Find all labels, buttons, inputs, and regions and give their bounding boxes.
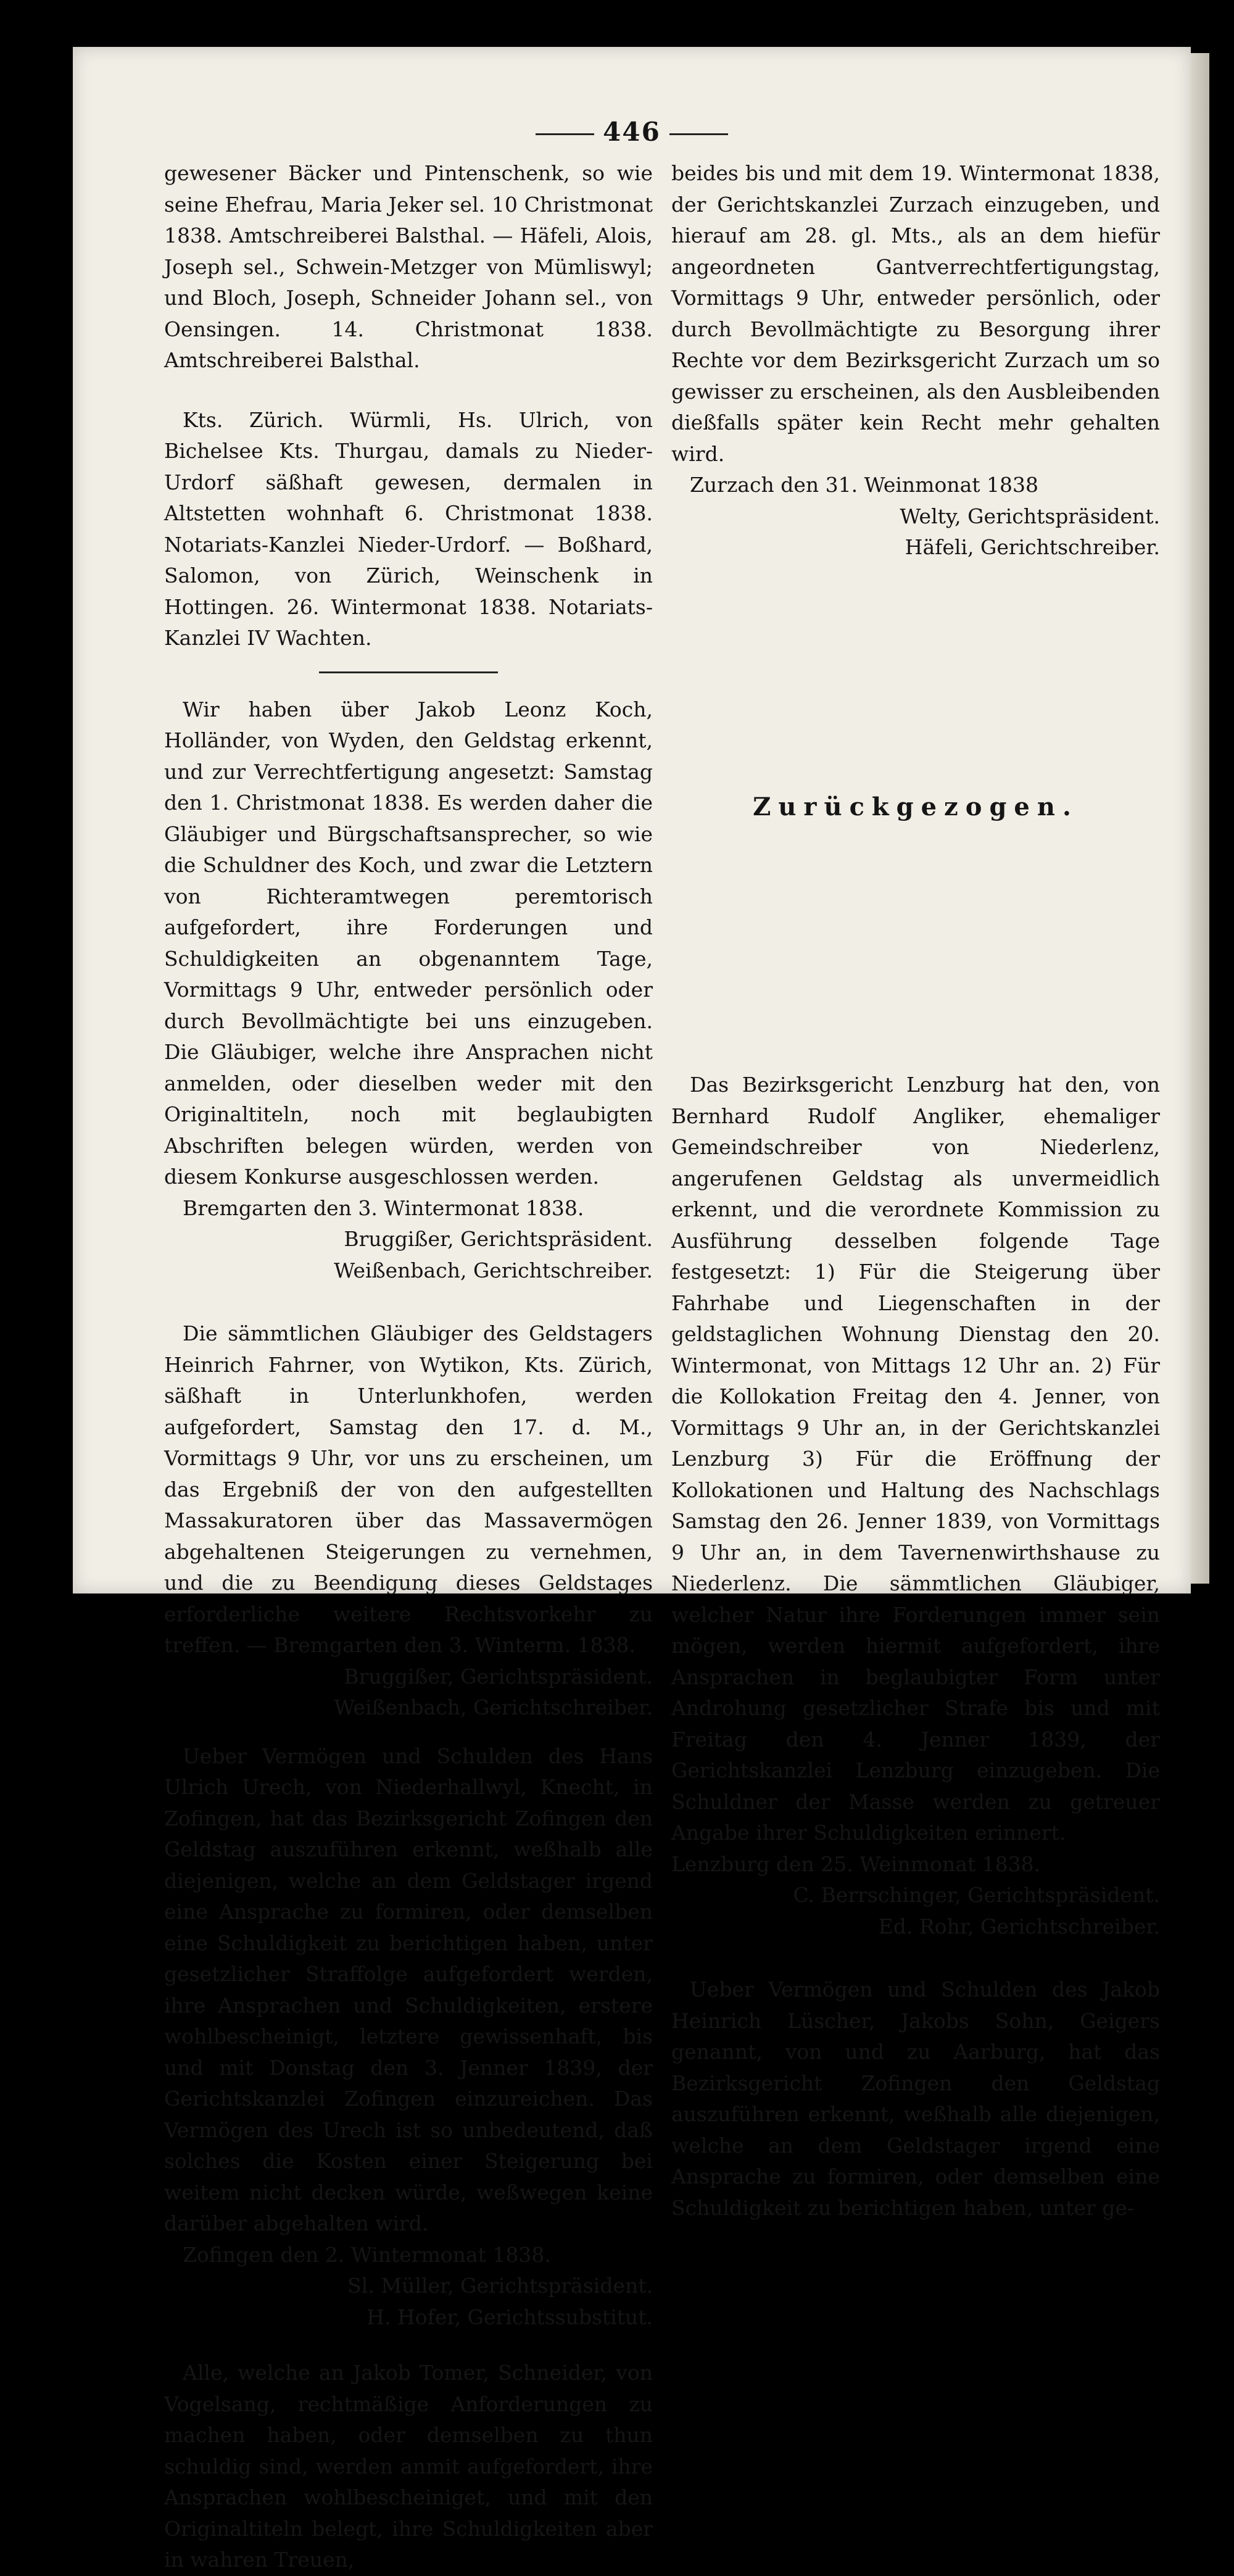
notice-zurzach-signature-2: Häfeli, Gerichtschreiber. [905,535,1160,559]
notice-koch [164,694,653,1287]
withdrawn-heading: Zurückgezogen. [753,792,1079,821]
notice-lenzburg-signature-1: C. Berrschinger, Gerichtspräsident. [793,1883,1160,1907]
notice-urech-date: Zofingen den 2. Wintermonat 1838. [183,2242,551,2267]
notice-fahrner-text: Die sämmtlichen Gläubiger des Geldstagers Heinrich Fahrner, von Wytikon, Kts. Zürich, säßhaft in Unterlunkhofen, werden aufgefordert, Samstag den 17. d. M., Vormittags 9 Uhr, vor uns zu erscheinen, um das Ergebniß der von den aufgestellten Massakuratoren über das Massavermögen abgehaltenen Steigerungen zu vernehmen, und die zu Beendigung dieses Geldstages erforderliche weitere Rechtsvorkehr zu treffen. — Bremgarten den 3. Winterm. 1838. [164,1321,653,1657]
notice-urech [164,1741,653,2333]
notice-lenzburg-signature-2: Ed. Rohr, Gerichtschreiber. [878,1914,1160,1938]
notice-zurzach [671,158,1160,563]
notice-urech-signature-1: Sl. Müller, Gerichtspräsident. [347,2274,653,2298]
right-column [671,158,1160,2224]
header-rule-right [669,133,728,135]
notice-koch-signature-1: Bruggißer, Gerichtspräsident. [344,1227,653,1251]
notice-zurzach-date: Zurzach den 31. Weinmonat 1838 [690,473,1038,497]
notice-koch-date: Bremgarten den 3. Wintermonat 1838. [183,1195,584,1220]
notice-zurzach-signature-1: Welty, Gerichtspräsident. [900,504,1160,528]
notice-balsthal: gewesener Bäcker und Pintenschenk, so wie seine Ehefrau, Maria Jeker sel. 10 Christmonat 1838. Amtschreiberei Balsthal. — Häfeli, Alois, Joseph sel., Schwein-Metzger von Mümliswyl; und Bloch, Joseph, Schneider Johann sel., von Oensingen. 14. Christmonat 1838. Amtschreiberei Balsthal. [164,161,653,372]
left-column [164,158,653,2576]
notice-urech-text: Ueber Vermögen und Schulden des Hans Ulrich Urech, von Niederhallwyl, Knecht, in Zofingen, hat das Bezirksgericht Zofingen den Geldstag auszuführen erkennt, weßhalb alle diejenigen, welche an dem Geldstager irgend eine Ansprache zu formiren, oder demselben eine Schuldigkeit zu berichtigen haben, unter gesetzlicher Straffolge aufgefordert werden, ihre Ansprachen und Schuldigkeiten, erstere wohlbescheinigt, letztere gewissenhaft, bis und mit Donstag den 3. Jenner 1839, der Gerichtskanzlei Zofingen einzureichen. Das Vermögen des Urech ist so unbedeutend, daß solches die Kosten einer Steigerung bei weitem nicht decken würde, weßwegen keine darüber abgehalten wird. [164,1743,653,2235]
notice-tomer: Alle, welche an Jakob Tomer, Schneider, von Vogelsang, rechtmäßige Anforderungen zu machen haben, oder demselben zu thun schuldig sind, werden anmit aufgefordert, ihre Ansprachen wohlbescheiniget, und mit den Originaltiteln belegt, ihre Schuldigkeiten aber in wahren Treuen, [164,2361,653,2572]
notice-lenzburg-text: Das Bezirksgericht Lenzburg hat den, von Bernhard Rudolf Angliker, ehemaliger Gemeindschreiber von Niederlenz, angerufenen Geldstag als unvermeidlich erkennt, und die verordnete Kommission zu Ausführung desselben folgende Tage festgesetzt: 1) Für die Steigerung über Fahrhabe und Liegenschaften in der geldstaglichen Wohnung Dienstag den 20. Wintermonat, von Mittags 12 Uhr an. 2) Für die Kollokation Freitag den 4. Jenner, von Vormittags 9 Uhr an, in der Gerichtskanzlei Lenzburg 3) Für die Eröffnung der Kollokationen und Haltung des Nachschlags Samstag den 26. Jenner 1839, von Vormittags 9 Uhr an, in dem Tavernenwirthshause zu Niederlenz. Die sämmtlichen Gläubiger, welcher Natur ihre Forderungen immer sein mögen, werden hiermit aufgefordert, ihre Ansprachen in beglaubigter Form unter Androhung gesetzlicher Strafe bis und mit Freitag den 4. Jenner 1839, der Gerichtskanzlei Lenzburg einzugeben. Die Schuldner der Masse werden zu getreuer Angabe ihrer Schuldigkeiten erinnert. [671,1073,1160,1845]
notice-fahrner-signature-2: Weißenbach, Gerichtschreiber. [334,1695,653,1719]
notice-zuerich: Kts. Zürich. Würmli, Hs. Ulrich, von Bichelsee Kts. Thurgau, damals zu Nieder-Urdorf säßhaft gewesen, dermalen in Altstetten wohnhaft 6. Christmonat 1838. Notariats-Kanzlei Nieder-Urdorf. — Boßhard, Salomon, von Zürich, Weinschenk in Hottingen. 26. Wintermonat 1838. Notariats-Kanzlei IV Wachten. [164,407,653,650]
next-page-edge [1191,53,1209,1584]
notice-luescher: Ueber Vermögen und Schulden des Jakob Heinrich Lüscher, Jakobs Sohn, Geigers genannt, von und zu Aarburg, hat das Bezirksgericht Zofingen den Geldstag auszuführen erkennt, weßhalb alle diejenigen, welche an dem Geldstager irgend eine Ansprache zu formiren, oder demselben eine Schuldigkeit zu berichtigen haben, unter ge- [671,1977,1160,2220]
page-number-header [73,117,1191,147]
notice-zurzach-text: beides bis und mit dem 19. Wintermonat 1838, der Gerichtskanzlei Zurzach einzugeben, und hierauf am 28. gl. Mts., als an dem hiefür angeordneten Gantverrechtfertigungstag, Vormittags 9 Uhr, entweder persönlich, oder durch Bevollmächtigte zu Besorgung ihrer Rechte vor dem Bezirksgericht Zurzach um so gewisser zu erscheinen, als den Ausbleibenden dießfalls später kein Recht mehr gehalten wird. [671,161,1160,466]
notice-urech-signature-2: H. Hofer, Gerichtssubstitut. [366,2304,653,2329]
page-number: 446 [603,117,661,147]
section-divider [319,671,498,673]
notice-lenzburg-date: Lenzburg den 25. Weinmonat 1838. [671,1851,1041,1876]
notice-koch-signature-2: Weißenbach, Gerichtschreiber. [334,1258,653,1282]
notice-fahrner-signature-1: Bruggißer, Gerichtspräsident. [344,1664,653,1689]
notice-lenzburg [671,1070,1160,1942]
notice-fahrner [164,1318,653,1724]
notice-koch-text: Wir haben über Jakob Leonz Koch, Holländer, von Wyden, den Geldstag erkennt, und zur Verrechtfertigung angesetzt: Samstag den 1. Christmonat 1838. Es werden daher die Gläubiger und Bürgschaftsansprecher, so wie die Schuldner des Koch, und zwar die Letztern von Richteramtwegen peremtorisch aufgefordert, ihre Forderungen und Schuldigkeiten an obgenanntem Tage, Vormittags 9 Uhr, entweder persönlich oder durch Bevollmächtigte bei uns einzugeben. Die Gläubiger, welche ihre Ansprachen nicht anmelden, oder dieselben weder mit den Originaltiteln, noch mit beglaubigten Abschriften belegen würden, werden von diesem Konkurse ausgeschlossen werden. [164,697,653,1189]
header-rule-left [536,133,594,135]
